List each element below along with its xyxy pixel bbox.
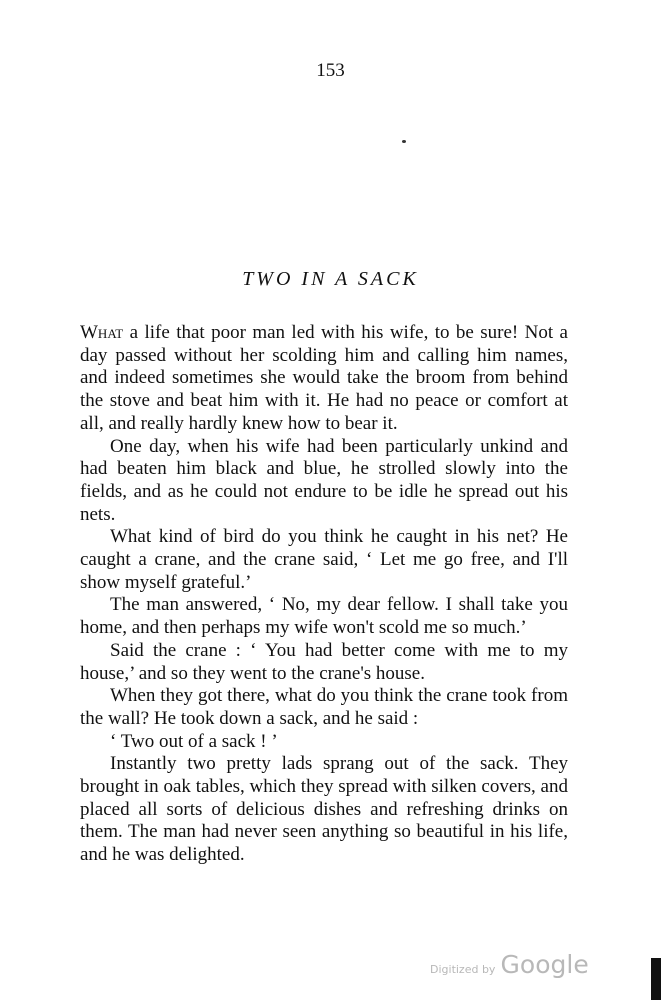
paragraph: When they got there, what do you think the crane took from the wall? He took down a sack, and he said : <box>80 685 568 729</box>
paragraph: Instantly two pretty lads sprang out of the sack. They brought in oak tables, which they spread with silken covers, and placed all sorts of delicious dishes and refreshing drinks on them. The man had never seen anything so beautiful in his life, and he was delighted. <box>80 753 568 866</box>
watermark-digitized-text: Digitized by <box>430 963 496 976</box>
paragraph: ‘ Two out of a sack ! ’ <box>110 730 278 752</box>
paragraph-lead-word: What <box>80 322 124 343</box>
digitized-watermark <box>430 950 589 979</box>
paragraph-text: a life that poor man led with his wife, to be sure! Not a day passed without her scolding him and calling him names, and indeed sometimes she would take the broom from behind the stove and beat him with it. He had no peace or comfort at all, and really hardly knew how to bear it. <box>80 322 568 434</box>
ink-speck <box>402 140 406 143</box>
page-edge-shadow <box>651 958 661 1000</box>
paragraph: What kind of bird do you think he caught in his net? He caught a crane, and the crane said, ‘ Let me go free, and I'll show myself grateful.’ <box>80 526 568 593</box>
chapter-title: TWO IN A SACK <box>242 268 419 290</box>
watermark-brand-logo: Google <box>500 950 589 979</box>
body-text <box>80 322 568 867</box>
paragraph <box>80 322 568 436</box>
paragraph: Said the crane : ‘ You had better come with me to my house,’ and so they went to the crane's house. <box>80 639 568 684</box>
paragraph: The man answered, ‘ No, my dear fellow. I shall take you home, and then perhaps my wife won't scold me so much.’ <box>80 594 568 639</box>
paragraph: One day, when his wife had been particularly unkind and had beaten him black and blue, he strolled slowly into the fields, and as he could not endure to be idle he spread out his nets. <box>80 435 568 525</box>
page-number: 153 <box>316 60 345 81</box>
